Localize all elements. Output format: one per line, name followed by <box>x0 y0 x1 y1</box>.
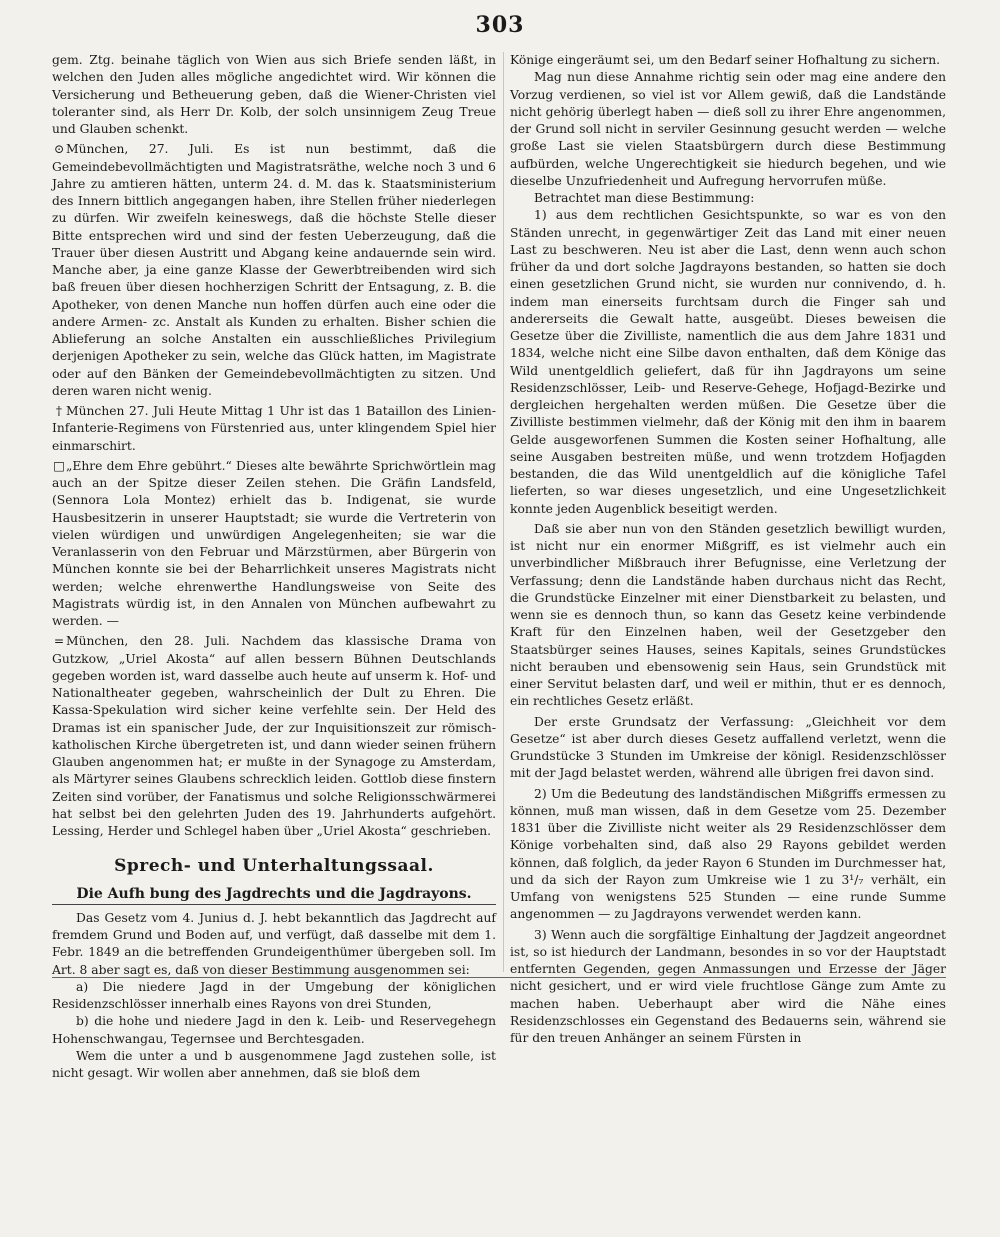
circle-dot-icon: ⊙ <box>53 142 65 157</box>
paragraph: Das Gesetz vom 4. Junius d. J. hebt bekanntlich das Jagdrecht auf fremdem Grund und Boden auf, und verfügt, daß dasselbe mit dem 1. Febr. 1849 an die betreffenden Grundeigenthümer übergeben soll. Im Art. 8 aber sagt es, daß von dieser Bestimmung ausgenommen sei: <box>52 910 496 977</box>
column-divider <box>503 52 504 972</box>
paragraph: Mag nun diese Annahme richtig sein oder mag eine andere den Vorzug verdienen, so viel ist vor Allem gewiß, daß die Landstände nicht gehörig überlegt haben — dieß soll zu ihrer Ehre angenommen, der Grund soll nicht in serviler Gesinnung gesucht werden — welche große Last sie vielen Staatsbürgern durch diese Bestimmung aufbürden, welche Ungerechtigkeit sie hiedurch begehen, und wie dieselbe Unzufriedenheit und Aufregung hervorrufen müße. <box>510 70 946 188</box>
box-icon: □ <box>53 458 65 473</box>
news-item: □„Ehre dem Ehre gebührt.“ Dieses alte bewährte Sprichwörtlein mag auch an der Spitze dieser Zeilen stehen. Die Gräfin Landsfeld, (Sennora Lola Montez) erhielt das b. Indigenat, sie wurde Hausbesitzerin in unserer Hauptstadt; sie wurde die Vertreterin von vielen würdigen und unwürdigen Angelegenheiten; sie war die Veranlasserin von den Februar und Märzstürmen, aber Bürgerin von München konnte sie bei der Beharrlichkeit unseres Magistrats nicht werden; welche ehrenwerthe Handlungsweise von Seite des Magistrats würdig ist, in den Annalen von München aufbewahrt zu werden. — <box>52 458 496 628</box>
footer-rule <box>52 977 946 978</box>
paragraph: gem. Ztg. beinahe täglich von Wien aus sich Briefe senden läßt, in welchen den Juden alles mögliche angedichtet wird. Wir können die Versicherung und Betheuerung geben, daß die Wiener-Christen viel toleranter sind, als Herr Dr. Kolb, der solch unsinnigem Zeug Treue und Glauben schenkt. <box>52 53 496 136</box>
page-number: 303 <box>475 12 525 38</box>
section-title: Sprech- und Unterhaltungssaal. <box>114 856 434 877</box>
paragraph: 2) Um die Bedeutung des landständischen Mißgriffs ermessen zu können, muß man wissen, daß in dem Gesetze vom 25. Dezember 1831 über die Zivilliste nicht weiter als 29 Residenzschlösser dem Könige vorbehalten sind, daß also 29 Rayons gebildet werden können, daß folglich, da jeder Rayon 6 Stunden im Durchmesser hat, und da sich der Rayon zum Umkreise wie 1 zu 3¹/₇ verhält, ein Umfang von wenigstens 525 Stunden — eine runde Summe angenommen — zu Jagdrayons verwendet werden kann. <box>510 786 946 922</box>
right-column <box>510 52 946 1047</box>
double-dash-icon: = <box>53 634 65 649</box>
paragraph: Betrachtet man diese Bestimmung: <box>534 191 755 205</box>
paragraph: Daß sie aber nun von den Ständen gesetzlich bewilligt wurden, ist nicht nur ein enormer Mißgriff, es ist vielmehr auch ein unverbindlicher Mißbrauch ihrer Befugnisse, eine Verletzung der Verfassung; denn die Landstände haben durchaus nicht das Recht, die Grundstücke Einzelner mit einer Dienstbarkeit zu belasten, und wenn sie es dennoch thun, so kann das Gesetz keine verbindende Kraft für den Einzelnen haben, weil der Gesetzgeber den Staatsbürger seines Hauses, seines Kapitals, seines Grundstückes nicht berauben und ebensowenig sein Haus, sein Grundstück mit einer Servitut belasten darf, und weil er mithin, thut er es dennoch, ein rechtliches Gesetz erläßt. <box>510 521 946 709</box>
paragraph: b) die hohe und niedere Jagd in den k. Leib- und Reservegehegn Hohenschwangau, Tegernsee und Berchtesgaden. <box>52 1014 496 1046</box>
news-item: ⊙ München, 27. Juli. Es ist nun bestimmt, daß die Gemeindebevollmächtigten und Magistratsräthe, welche noch 3 und 6 Jahre zu amtieren hätten, unterm 24. d. M. das k. Staatsministerium des Innern bittlich angegangen haben, ihre Stellen früher niederlegen zu dürfen. Wir zweifeln keineswegs, daß die höchste Stelle dieser Bitte entsprechen wird und sind der festen Ueberzeugung, daß die Trauer über diesen Austritt und Abgang keine andauernde sein wird. Manche aber, ja eine ganze Klasse der Gewerbtreibenden wird sich baß freuen über diesen hochherzigen Schritt der Entsagung, z. B. die Apotheker, von denen Manche nun hoffen dürfen auch eine oder die andere Armen- zc. Anstalt als Kunden zu erhalten. Bisher schien die Ablieferung an solche Anstalten ein ausschließliches Privilegium derjenigen Apotheker zu sein, welche das Glück hatten, im Magistrate oder auf den Bänken der Gemeindebevollmächtigten zu sitzen. Und deren waren nicht wenig. <box>52 142 496 398</box>
left-column <box>52 52 496 1082</box>
paragraph: Könige eingeräumt sei, um den Bedarf seiner Hofhaltung zu sichern. <box>510 53 941 67</box>
dagger-icon: † <box>55 404 63 418</box>
paragraph: 3) Wenn auch die sorgfältige Einhaltung der Jagdzeit angeordnet ist, so ist hiedurch der Landmann, besondes in so vor der Hauptstadt entfernten Gegenden, gegen Anmassungen und Erzesse der Jäger nicht gesichert, und er wird viele fruchtlose Gänge zum Amte zu machen haben. Ueberhaupt aber wird die Nähe eines Residenzschlosses ein Gegenstand des Bedauerns sein, während sie für den treuen Anhänger an seinem Fürsten in <box>510 927 946 1045</box>
article-title: Die Aufh bung des Jagdrechts und die Jagdrayons. <box>52 886 496 905</box>
paragraph: 1) aus dem rechtlichen Gesichtspunkte, so war es von den Ständen unrecht, in gegenwärtiger Zeit das Land mit einer neuen Last zu beschweren. Neu ist aber die Last, denn wenn auch schon früher da und dort solche Jagdrayons bestanden, so hatten sie doch einen gesetzlichen Grund nicht, sie wurden nur connivendo, d. h. indem man einerseits furchtsam durch die Finger sah und andererseits die Gewalt hatte, ausgeübt. Dieses beweisen die Gesetze über die Zivilliste, namentlich die aus dem Jahre 1831 und 1834, welche nicht eine Silbe davon enthalten, daß dem Könige das Wild unentgeldlich geliefert, daß für ihn Jagdrayons um seine Residenzschlösser, Leib- und Reserve-Gehege, Hofjagd-Bezirke und dergleichen hergehalten werden müßen. Die Gesetze über die Zivilliste bestimmen vielmehr, daß der König mit den ihm in baarem Gelde ausgeworfenen Summen die Kosten seiner Hofhaltung, alle seine Ausgaben bestreiten müße, und wenn trotzdem Hofjagden bestanden, die das Wild unentgeldlich auf die königliche Tafel lieferten, so war dieses ungesetzlich, und eine Ungesetzlichkeit konnte jeden Augenblick beseitigt werden. <box>510 208 946 516</box>
paragraph: Wem die unter a und b ausgenommene Jagd zustehen solle, ist nicht gesagt. Wir wollen aber annehmen, daß sie bloß dem <box>52 1048 496 1080</box>
news-item: = München, den 28. Juli. Nachdem das klassische Drama von Gutzkow, „Uriel Akosta“ auf allen bessern Bühnen Deutschlands gegeben worden ist, ward dasselbe auch heute auf unserm k. Hof- und Nationaltheater gegeben, wahrscheinlich der Dult zu Ehren. Die Kassa-Spekulation wird sicher keine verfehlte sein. Der Held des Dramas ist ein spanischer Jude, der zur Inquisitionszeit zur römisch-katholischen Kirche übergetreten ist, und dann wieder seinen frühern Glauben angenommen hat; er mußte in der Synagoge zu Amsterdam, als Märtyrer seines Glaubens schrecklich leiden. Gottlob diese finstern Zeiten sind vorüber, der Fanatismus und solche Religionsschwärmerei hat selbst bei den gelehrten Juden des 19. Jahrhunderts aufgehört. Lessing, Herder und Schlegel haben über „Uriel Akosta“ geschrieben. <box>52 634 496 838</box>
paragraph: a) Die niedere Jagd in der Umgebung der königlichen Residenzschlösser innerhalb eines Rayons von drei Stunden, <box>52 979 496 1011</box>
paragraph: Der erste Grundsatz der Verfassung: „Gleichheit vor dem Gesetze“ ist aber durch dieses Gesetz auffallend verletzt, wenn die Grundstücke 3 Stunden im Umkreise der königl. Residenzschlösser mit der Jagd belastet werden, während alle übrigen frei davon sind. <box>510 714 946 781</box>
news-item: † München 27. Juli Heute Mittag 1 Uhr ist das 1 Bataillon des Linien-Infanterie-Regimens von Fürstenried aus, unter klingendem Spiel hier einmarschirt. <box>52 404 496 453</box>
